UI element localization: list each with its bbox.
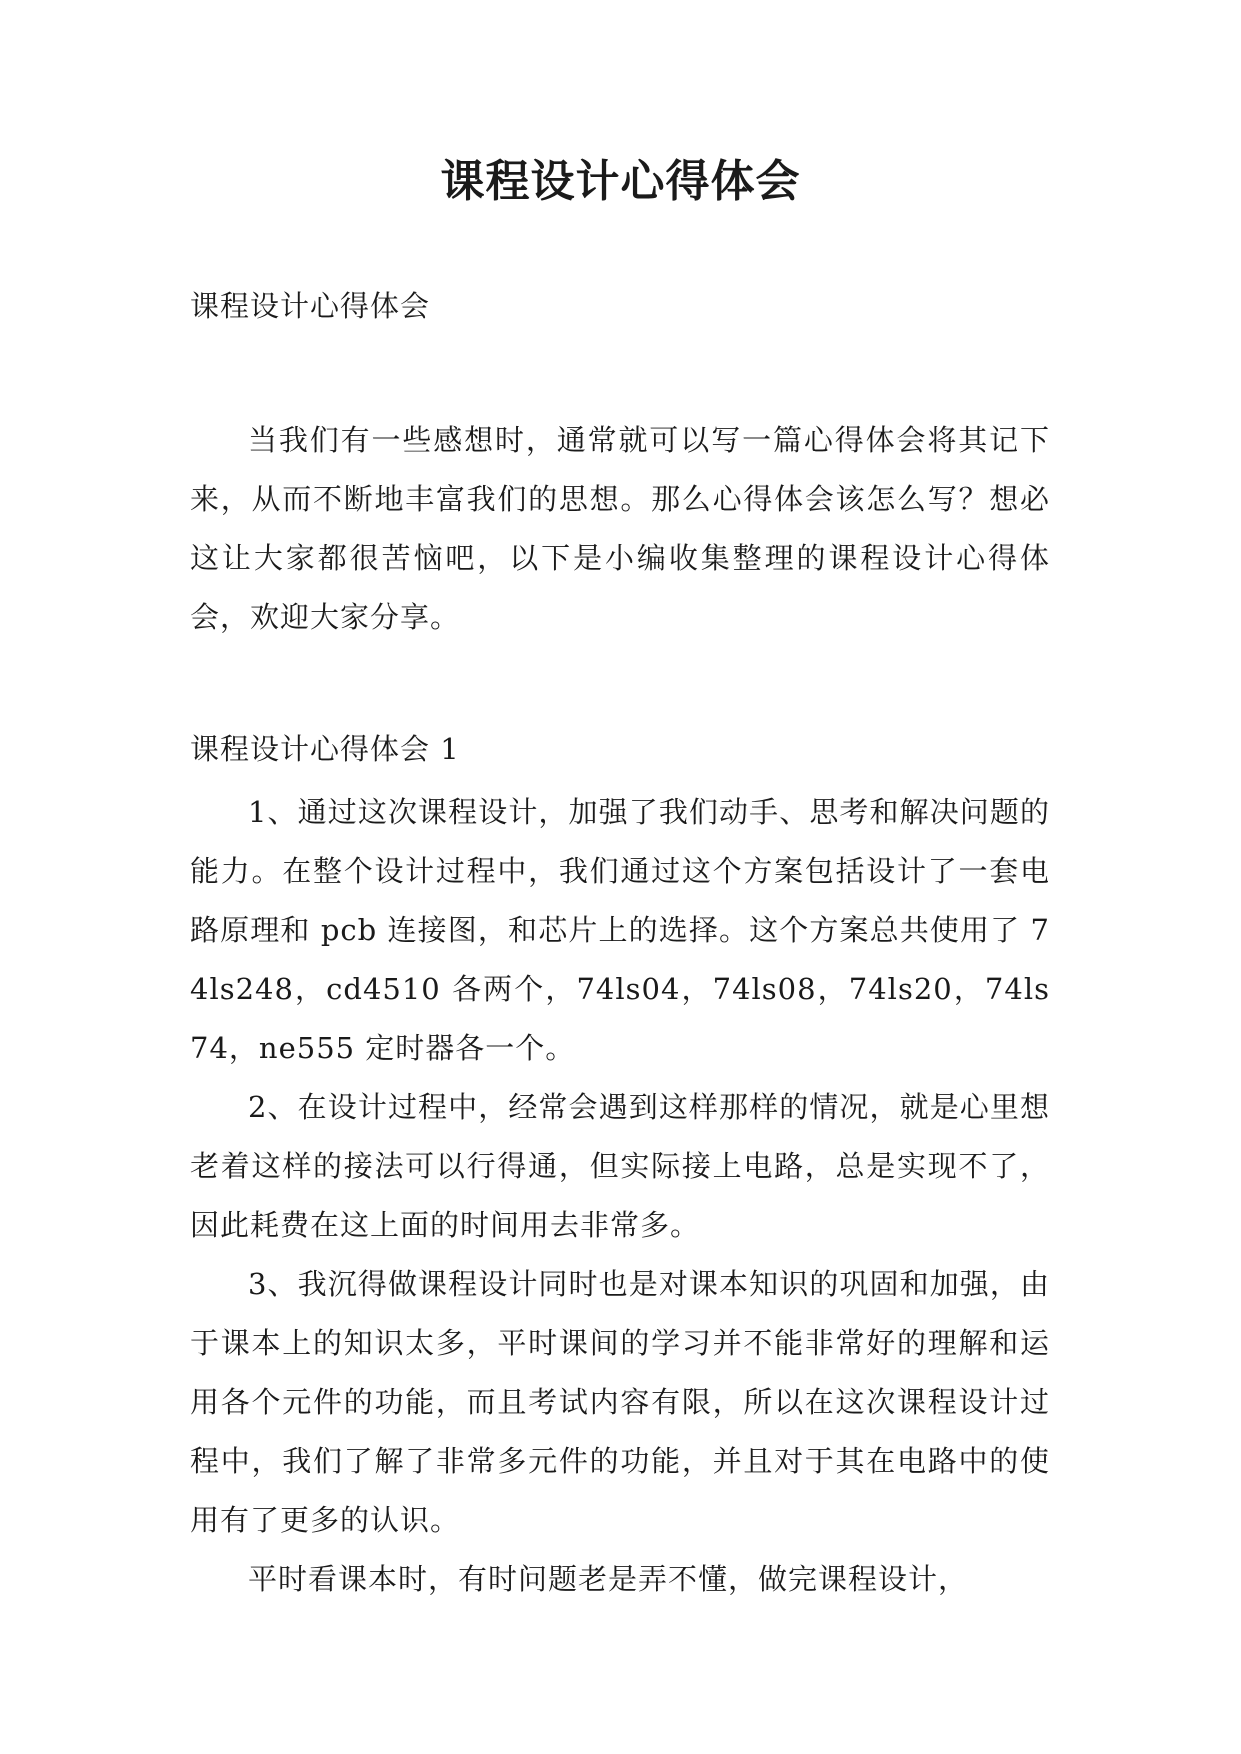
body-paragraph-3: 3、我沉得做课程设计同时也是对课本知识的巩固和加强，由于课本上的知识太多，平时课间的学习并不能非常好的理解和运用各个元件的功能，而且考试内容有限，所以在这次课程设计过程中，我们了解了非常多元件的功能，并且对于其在电路中的使用有了更多的认识。 [190, 1267, 1050, 1537]
document-body [190, 286, 1050, 1609]
body-paragraph-4: 平时看课本时，有时问题老是弄不懂，做完课程设计， [248, 1562, 969, 1596]
body-paragraph-2: 2、在设计过程中，经常会遇到这样那样的情况，就是心里想老着这样的接法可以行得通，但实际接上电路，总是实现不了，因此耗费在这上面的时间用去非常多。 [190, 1090, 1050, 1242]
document-subtitle: 课程设计心得体会 [190, 289, 431, 323]
body-paragraph-1: 1、通过这次课程设计，加强了我们动手、思考和解决问题的能力。在整个设计过程中，我们通过这个方案包括设计了一套电路原理和 pcb 连接图，和芯片上的选择。这个方案总共使用了 74ls248，cd4510 各两个，74ls04，74ls08，74ls20，74ls74，ne555 定时器各一个。 [190, 795, 1050, 1065]
intro-paragraph: 当我们有一些感想时，通常就可以写一篇心得体会将其记下来，从而不断地丰富我们的思想。那么心得体会该怎么写？想必这让大家都很苦恼吧，以下是小编收集整理的课程设计心得体会，欢迎大家分享。 [190, 423, 1050, 634]
section-heading: 课程设计心得体会 1 [190, 732, 460, 766]
document-title: 课程设计心得体会 [440, 156, 801, 207]
